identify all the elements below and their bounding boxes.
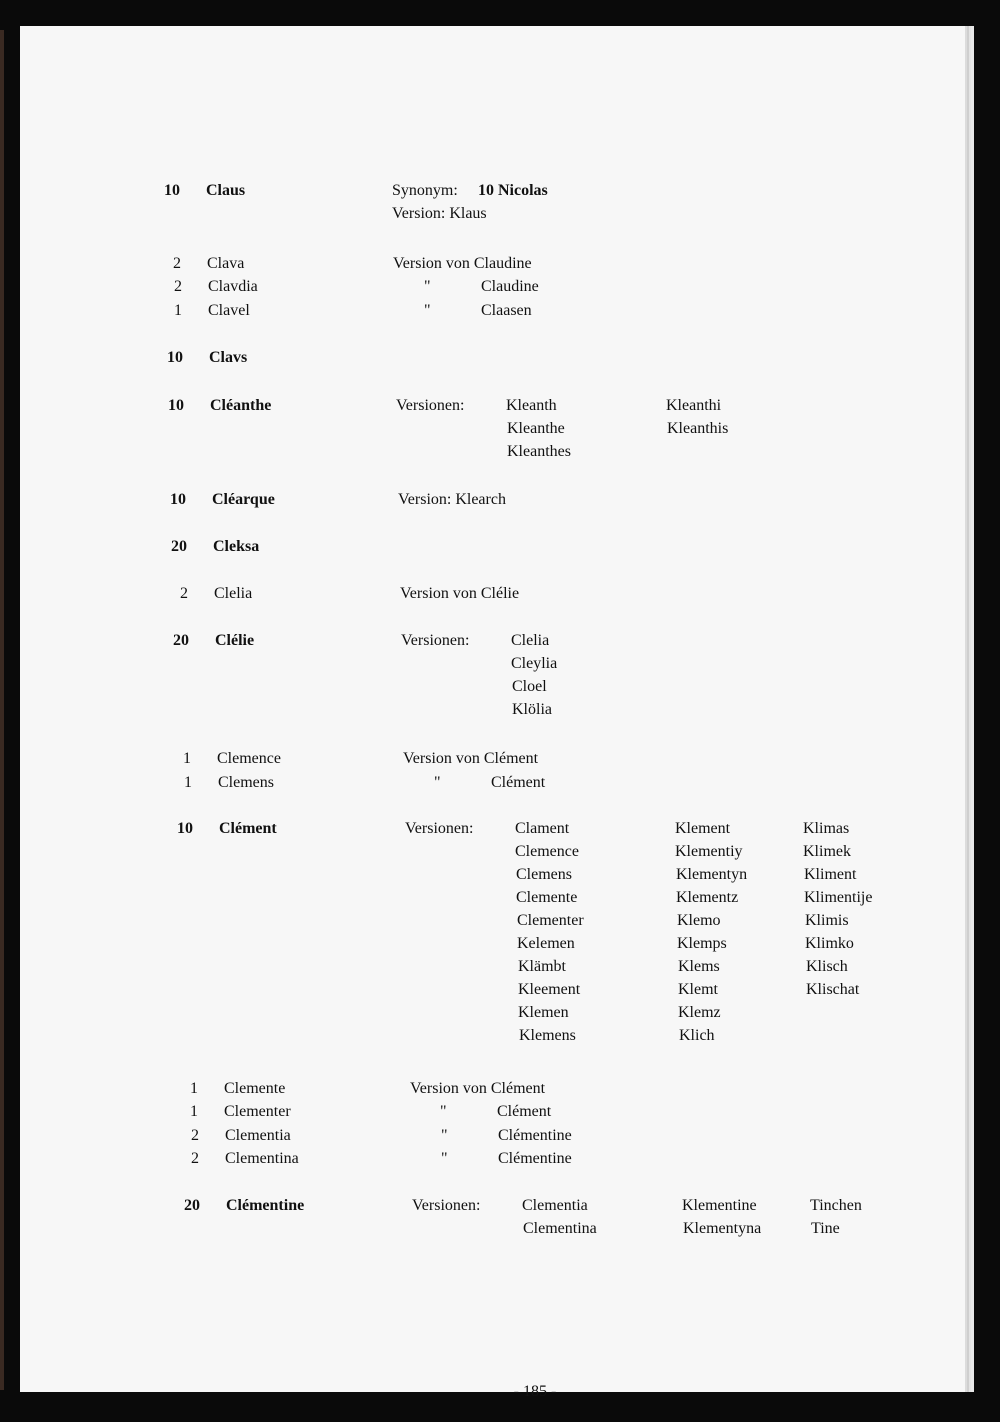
variant-name: Cleylia [511,655,558,672]
variant-name: Klementyna [683,1220,762,1237]
variant-name: Klemps [677,935,727,952]
variant-name: Kleanthes [507,443,571,460]
entry-count: 1 [190,1080,198,1097]
ditto-mark: " [434,774,441,791]
variant-name: Klemen [518,1004,569,1021]
entry-relation: Version von Clément [410,1080,546,1097]
entry-relation: Version von Claudine [393,255,532,272]
entry-relation: Version: Klearch [398,491,506,508]
entry-count: 10 [170,491,186,508]
variant-name: Klemz [678,1004,721,1021]
entry-count: 1 [184,774,192,791]
variant-name: Klementine [682,1197,757,1214]
entry-relation: Version von Clélie [400,585,520,602]
entry-count: 10 [168,397,184,414]
entry-name: Clavdia [208,278,258,295]
variant-name: Cloel [512,678,547,695]
variant-name: Kleanthe [507,420,565,437]
variant-name: Clementina [523,1220,597,1237]
entry-count: 2 [174,278,182,295]
entry-name: Claus [206,182,246,199]
book-spine-edge [0,30,4,1390]
variant-name: Klementyn [676,866,748,883]
variant-name: Tine [811,1220,840,1237]
entry-count: 2 [191,1127,199,1144]
entry-count: 2 [173,255,181,272]
variant-name: Clemens [516,866,572,883]
entry-target: Clémentine [498,1127,572,1144]
entry-relation: Versionen: [396,397,465,414]
variant-name: Kleanth [506,397,557,414]
entry-target: Clémentine [498,1150,572,1167]
variant-name: Klemo [677,912,721,929]
variant-name: Tinchen [810,1197,862,1214]
page-number: - 185 - [513,1383,557,1400]
variant-name: Klementz [676,889,739,906]
entry-count: 20 [184,1197,200,1214]
variant-name: Kleanthis [667,420,729,437]
variant-name: Clementia [522,1197,588,1214]
variant-name: Klement [675,820,731,837]
entry-name: Clemence [217,750,281,767]
entry-name: Cleksa [213,538,260,555]
entry-name: Clémentine [226,1197,305,1214]
entry-synonym: 10 Nicolas [478,182,548,199]
entry-relation: Version von Clément [403,750,539,767]
entry-target: Claudine [481,278,539,295]
variant-name: Klisch [806,958,848,975]
variant-name: Clementer [517,912,584,929]
entry-target: Clément [491,774,546,791]
variant-name: Clemence [515,843,579,860]
variant-name: Klimas [803,820,850,837]
entry-relation: Versionen: [412,1197,481,1214]
variant-name: Klemt [678,981,718,998]
entry-count: 2 [180,585,188,602]
variant-name: Kleement [518,981,581,998]
entry-count: 20 [173,632,189,649]
variant-name: Clament [515,820,570,837]
entry-count: 10 [164,182,180,199]
entry-name: Clélie [215,632,255,649]
variant-name: Klich [679,1027,715,1044]
entry-name: Clementina [225,1150,299,1167]
ditto-mark: " [441,1150,448,1167]
entry-relation: Versionen: [401,632,470,649]
entry-count: 2 [191,1150,199,1167]
entry-name: Clemente [224,1080,286,1097]
entry-name: Clemens [218,774,274,791]
variant-name: Klimko [805,935,854,952]
entry-name: Clementia [225,1127,291,1144]
variant-name: Klimentije [804,889,873,906]
entry-name: Clavs [209,349,248,366]
variant-name: Kelemen [517,935,575,952]
variant-name: Klischat [806,981,860,998]
variant-name: Klämbt [518,958,566,975]
entry-name: Clelia [214,585,253,602]
entry-count: 1 [174,302,182,319]
entry-name: Cléarque [212,491,275,508]
entry-name: Clavel [208,302,250,319]
entry-name: Cléanthe [210,397,272,414]
ditto-mark: " [441,1127,448,1144]
document-page [20,26,965,1400]
variant-name: Klölia [512,701,552,718]
variant-name: Klimis [805,912,849,929]
entry-name: Clément [219,820,277,837]
entry-target: Claasen [481,302,532,319]
entry-count: 20 [171,538,187,555]
variant-name: Clemente [516,889,578,906]
entry-relation: Versionen: [405,820,474,837]
ditto-mark: " [440,1103,447,1120]
variant-name: Kleanthi [666,397,722,414]
ditto-mark: " [424,302,431,319]
entry-target: Clément [497,1103,552,1120]
entry-version-note: Version: Klaus [392,205,487,222]
ditto-mark: " [424,278,431,295]
entry-count: 1 [183,750,191,767]
entry-name: Clava [207,255,245,272]
variant-name: Kliment [804,866,857,883]
entry-count: 10 [167,349,183,366]
entry-relation: Synonym: [392,182,458,199]
entry-name: Clementer [224,1103,291,1120]
variant-name: Klemens [519,1027,576,1044]
variant-name: Klimek [803,843,851,860]
variant-name: Klems [678,958,720,975]
entry-count: 10 [177,820,193,837]
variant-name: Klementiy [675,843,743,860]
variant-name: Clelia [511,632,550,649]
entry-count: 1 [190,1103,198,1120]
